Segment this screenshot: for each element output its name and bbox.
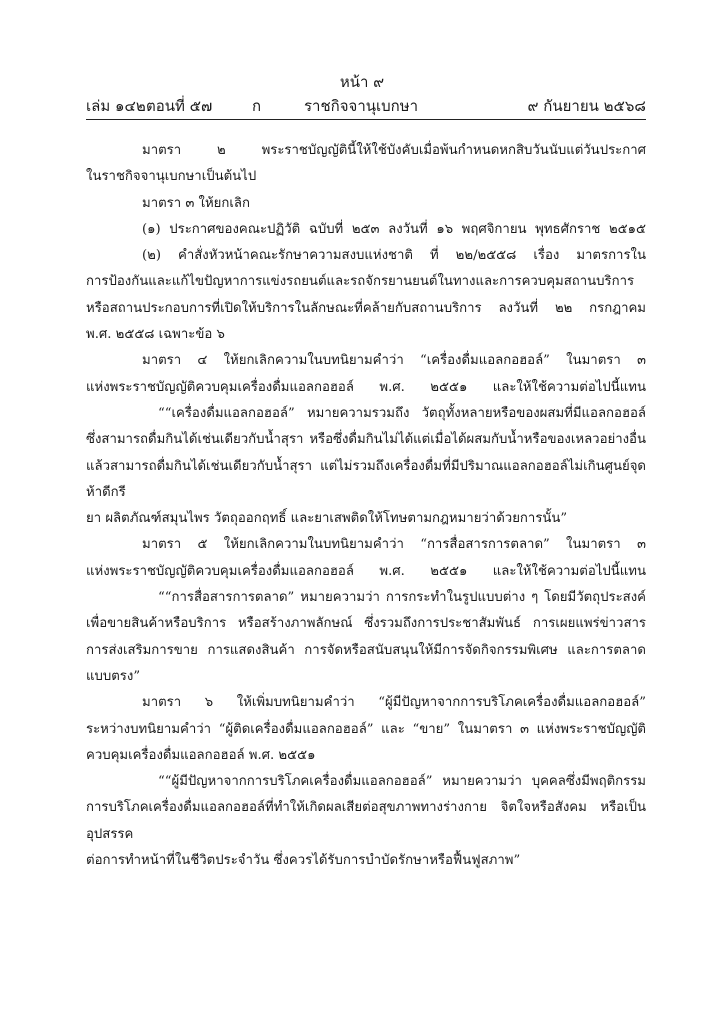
gazette-header	[86, 96, 646, 116]
definition-marketing-line: การส่งเสริมการขาย การแสดงสินค้า การจัดหรือสนับสนุนให้มีการจัดกิจกรรมพิเศษ และการตลาดแบบตรง”	[86, 642, 646, 684]
header-divider	[86, 119, 646, 120]
definition-problem-drinker-line: ““ผู้มีปัญหาจากการบริโภคเครื่องดื่มแอลกอฮอล์” หมายความว่า บุคคลซึ่งมีพฤติกรรม	[158, 774, 646, 790]
repeal-item-2-line: การป้องกันและแก้ไขปัญหาการแข่งรถยนต์และรถจักรยานยนต์ในทางและการควบคุมสถานบริการ	[86, 274, 635, 290]
document-body	[86, 138, 646, 874]
section-6-line: มาตรา ๖ ให้เพิ่มบทนิยามคำว่า “ผู้มีปัญหาจากการบริโภคเครื่องดื่มแอลกอฮอล์”	[142, 695, 646, 711]
definition-alcohol-line: ยา ผลิตภัณฑ์สมุนไพร วัตถุออกฤทธิ์ และยาเสพติดให้โทษตามกฎหมายว่าด้วยการนั้น”	[86, 511, 568, 527]
section-2-line: มาตรา ๒ พระราชบัญญัตินี้ให้ใช้บังคับเมื่อพ้นกำหนดหกสิบวันนับแต่วันประกาศ	[142, 143, 646, 158]
repeal-item-1: (๑) ประกาศของคณะปฏิวัติ ฉบับที่ ๒๕๓ ลงวันที่ ๑๖ พฤศจิกายน พุทธศักราช ๒๕๑๕	[142, 221, 646, 237]
definition-problem-drinker-line: ต่อการทำหน้าที่ในชีวิตประจำวัน ซึ่งควรได้รับการบำบัดรักษาหรือฟื้นฟูสภาพ”	[86, 853, 521, 869]
publication-date: ๙ กันยายน ๒๕๖๘	[527, 97, 646, 115]
definition-alcohol-line: แล้วสามารถดื่มกินได้เช่นเดียวกับน้ำสุรา แต่ไม่รวมถึงเครื่องดื่มที่มีปริมาณแอลกอฮอล์ไม่เกินศูนย์จุดห้าดีกรี	[86, 458, 646, 500]
section-2-line: ในราชกิจจานุเบกษาเป็นต้นไป	[86, 169, 257, 185]
publication-title: ราชกิจจานุเบกษา	[304, 97, 419, 115]
section-5-line: แห่งพระราชบัญญัติควบคุมเครื่องดื่มแอลกอฮอล์ พ.ศ. ๒๕๕๑ และให้ใช้ความต่อไปนี้แทน	[86, 563, 646, 579]
repeal-item-2-line: หรือสถานประกอบการที่เปิดให้บริการในลักษณะที่คล้ายกับสถานบริการ ลงวันที่ ๒๒ กรกฎาคม	[86, 300, 646, 316]
section-3-heading: มาตรา ๓ ให้ยกเลิก	[142, 195, 250, 211]
repeal-item-2-line: พ.ศ. ๒๕๕๘ เฉพาะข้อ ๖	[86, 327, 225, 343]
definition-alcohol-line: ซึ่งสามารถดื่มกินได้เช่นเดียวกับน้ำสุรา หรือซึ่งดื่มกินไม่ได้แต่เมื่อได้ผสมกับน้ำหรือของเหลวอย่างอื่น	[86, 432, 646, 448]
issue-number: ตอนที่ ๕๗	[146, 97, 213, 115]
definition-marketing-line: ““การสื่อสารการตลาด” หมายความว่า การกระทำในรูปแบบต่าง ๆ โดยมีวัตถุประสงค์	[158, 590, 646, 606]
section-4-line: มาตรา ๔ ให้ยกเลิกความในบทนิยามคำว่า “เครื่องดื่มแอลกอฮอล์” ในมาตรา ๓	[142, 353, 646, 369]
definition-problem-drinker-line: การบริโภคเครื่องดื่มแอลกอฮอล์ที่ทำให้เกิดผลเสียต่อสุขภาพทางร่างกาย จิตใจหรือสังคม หรือเป็นอุปสรรค	[86, 800, 646, 842]
section-letter: ก	[252, 97, 262, 115]
section-6-line: ควบคุมเครื่องดื่มแอลกอฮอล์ พ.ศ. ๒๕๕๑	[86, 747, 316, 763]
page-number: หน้า ๙	[339, 73, 385, 91]
section-5-line: มาตรา ๕ ให้ยกเลิกความในบทนิยามคำว่า “การสื่อสารการตลาด” ในมาตรา ๓	[142, 537, 646, 553]
repeal-item-2-line: (๒) คำสั่งหัวหน้าคณะรักษาความสงบแห่งชาติ ที่ ๒๒/๒๕๕๘ เรื่อง มาตรการใน	[142, 248, 646, 264]
section-6-line: ระหว่างบทนิยามคำว่า “ผู้ติดเครื่องดื่มแอลกอฮอล์” และ “ขาย” ในมาตรา ๓ แห่งพระราชบัญญัติ	[86, 721, 646, 737]
section-4-line: แห่งพระราชบัญญัติควบคุมเครื่องดื่มแอลกอฮอล์ พ.ศ. ๒๕๕๑ และให้ใช้ความต่อไปนี้แทน	[86, 379, 646, 395]
volume-number: เล่ม ๑๔๒	[86, 97, 146, 115]
definition-alcohol-line: ““เครื่องดื่มแอลกอฮอล์” หมายความรวมถึง วัตถุทั้งหลายหรือของผสมที่มีแอลกอฮอล์	[158, 405, 646, 421]
definition-marketing-line: เพื่อขายสินค้าหรือบริการ หรือสร้างภาพลักษณ์ ซึ่งรวมถึงการประชาสัมพันธ์ การเผยแพร่ข่าวสาร	[86, 616, 646, 632]
